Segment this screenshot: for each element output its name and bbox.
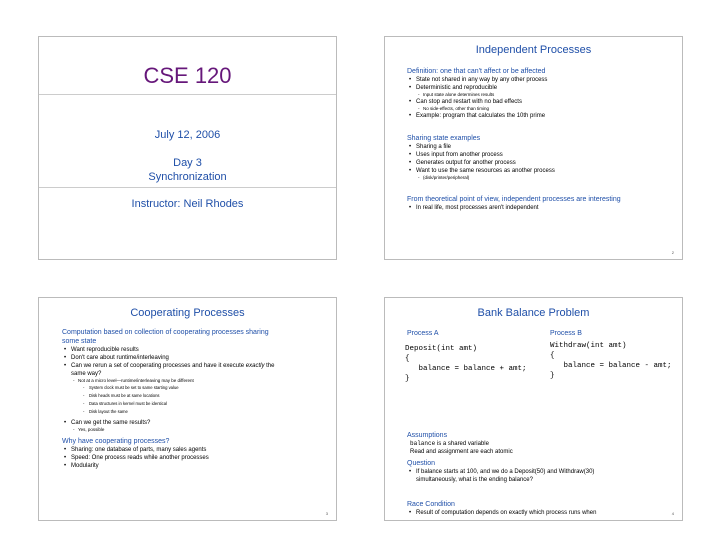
code-line: Withdraw(int amt) xyxy=(550,342,627,350)
list-subsubitem: - System clock must be set to same starting value xyxy=(62,384,332,392)
list-item xyxy=(407,468,677,484)
page-number: 4 xyxy=(671,511,674,516)
deposit-code xyxy=(405,344,527,384)
rerun-emphasis: exactly xyxy=(245,363,265,369)
computation-heading-line2: some state xyxy=(62,338,97,345)
code-line: { xyxy=(550,352,555,360)
slide-2 xyxy=(384,36,683,260)
date-text: July 12, 2006 xyxy=(154,129,221,141)
list-item: • Result of computation depends on exactly which process runs when xyxy=(407,509,677,517)
list-item: • Example: program that calculates the 10th prime xyxy=(407,112,677,120)
slide-3-body xyxy=(62,328,332,470)
computation-heading xyxy=(62,328,332,346)
slide-title: Independent Processes xyxy=(475,44,592,56)
list-subsubitem: - Disk heads must be at same locations xyxy=(62,392,332,400)
assumption-line xyxy=(407,440,677,448)
list-item: • State not shared in any way by any other process xyxy=(407,76,677,84)
withdraw-code xyxy=(550,341,672,381)
list-item: • Don't care about runtime/interleaving xyxy=(62,354,332,362)
question-line1: If balance starts at 100, and we do a Deposit(50) and Withdraw(30) xyxy=(416,469,595,475)
list-item: • Speed: One process reads while another processes xyxy=(62,454,332,462)
list-item: • Can stop and restart with no bad effects xyxy=(407,98,677,106)
topic-text: Synchronization xyxy=(148,171,227,183)
list-item: • Modularity xyxy=(62,462,332,470)
list-subitem: - No side-effects, other than timing xyxy=(407,106,677,112)
day-text: Day 3 xyxy=(173,157,202,169)
code-line: balance = balance + amt; xyxy=(405,365,527,373)
instructor-text: Instructor: Neil Rhodes xyxy=(131,198,244,210)
slide-1 xyxy=(38,36,337,260)
list-item: • Generates output for another process xyxy=(407,159,677,167)
process-a-label: Process A xyxy=(407,330,439,337)
rerun-text: Can we rerun a set of cooperating processes and have it execute xyxy=(71,363,246,369)
slide-3 xyxy=(38,297,337,521)
list-item: • Can we get the same results? xyxy=(62,419,332,427)
slide-4 xyxy=(384,297,683,521)
page-number: 2 xyxy=(671,250,674,255)
list-item: • Sharing: one database of parts, many sales agents xyxy=(62,446,332,454)
code-line: } xyxy=(405,375,410,383)
course-title: CSE 120 xyxy=(143,63,232,88)
question-list xyxy=(407,468,677,484)
list-subsubitem: - Disk layout the same xyxy=(62,408,332,416)
assumption-line: Read and assignment are each atomic xyxy=(410,449,513,455)
process-b-label: Process B xyxy=(550,330,582,337)
list-item: • Uses input from another process xyxy=(407,151,677,159)
definition-heading: Definition: one that can't affect or be affected xyxy=(407,68,546,75)
why-heading: Why have cooperating processes? xyxy=(62,438,170,445)
list-item: • In real life, most processes aren't independent xyxy=(407,204,677,212)
assumptions-heading: Assumptions xyxy=(407,432,448,439)
definition-list xyxy=(407,76,677,120)
slide-4-body xyxy=(407,431,677,517)
why-list xyxy=(62,446,332,470)
slide-title: Bank Balance Problem xyxy=(477,307,590,319)
list-subitem: - Not at a micro level—runtime/interleaving may be different xyxy=(62,378,332,384)
list-subsubitem: - Data structures in kernel must be identical xyxy=(62,400,332,408)
list-subitem: - (disk/printer/peripheral) xyxy=(407,175,677,181)
slide-1-divider-bottom xyxy=(39,187,336,188)
slide-2-body xyxy=(407,67,677,212)
theory-list xyxy=(407,204,677,212)
assumption-text: is a shared variable xyxy=(435,441,489,447)
rerun-text-line2: same way? xyxy=(71,371,102,377)
code-line: { xyxy=(405,355,410,363)
balance-variable: balance xyxy=(410,440,436,447)
list-item xyxy=(62,362,332,378)
question-line2: simultaneously, what is the ending balance? xyxy=(416,477,533,483)
list-item: • Want to use the same resources as another process xyxy=(407,167,677,175)
question-heading: Question xyxy=(407,460,436,467)
code-line: } xyxy=(550,372,555,380)
rerun-text-end: the xyxy=(264,363,275,369)
slide-title: Cooperating Processes xyxy=(130,307,245,319)
code-line: Deposit(int amt) xyxy=(405,345,478,353)
sharing-heading: Sharing state examples xyxy=(407,135,481,142)
computation-heading-line1: Computation based on collection of cooperating processes sharing xyxy=(62,329,269,336)
race-list xyxy=(407,509,677,517)
list-subitem: - Input state alone determines results xyxy=(407,92,677,98)
race-heading: Race Condition xyxy=(407,501,455,508)
list-subitem: - Yes, possible xyxy=(62,427,332,433)
list-item: • Want reproducible results xyxy=(62,346,332,354)
page-number: 3 xyxy=(325,511,328,516)
slide-1-divider-top xyxy=(39,94,336,95)
sharing-list xyxy=(407,143,677,181)
list-item: • Deterministic and reproducible xyxy=(407,84,677,92)
list-item: • Sharing a file xyxy=(407,143,677,151)
code-line: balance = balance - amt; xyxy=(550,362,672,370)
theory-heading: From theoretical point of view, independent processes are interesting xyxy=(407,196,621,203)
computation-list xyxy=(62,346,332,433)
